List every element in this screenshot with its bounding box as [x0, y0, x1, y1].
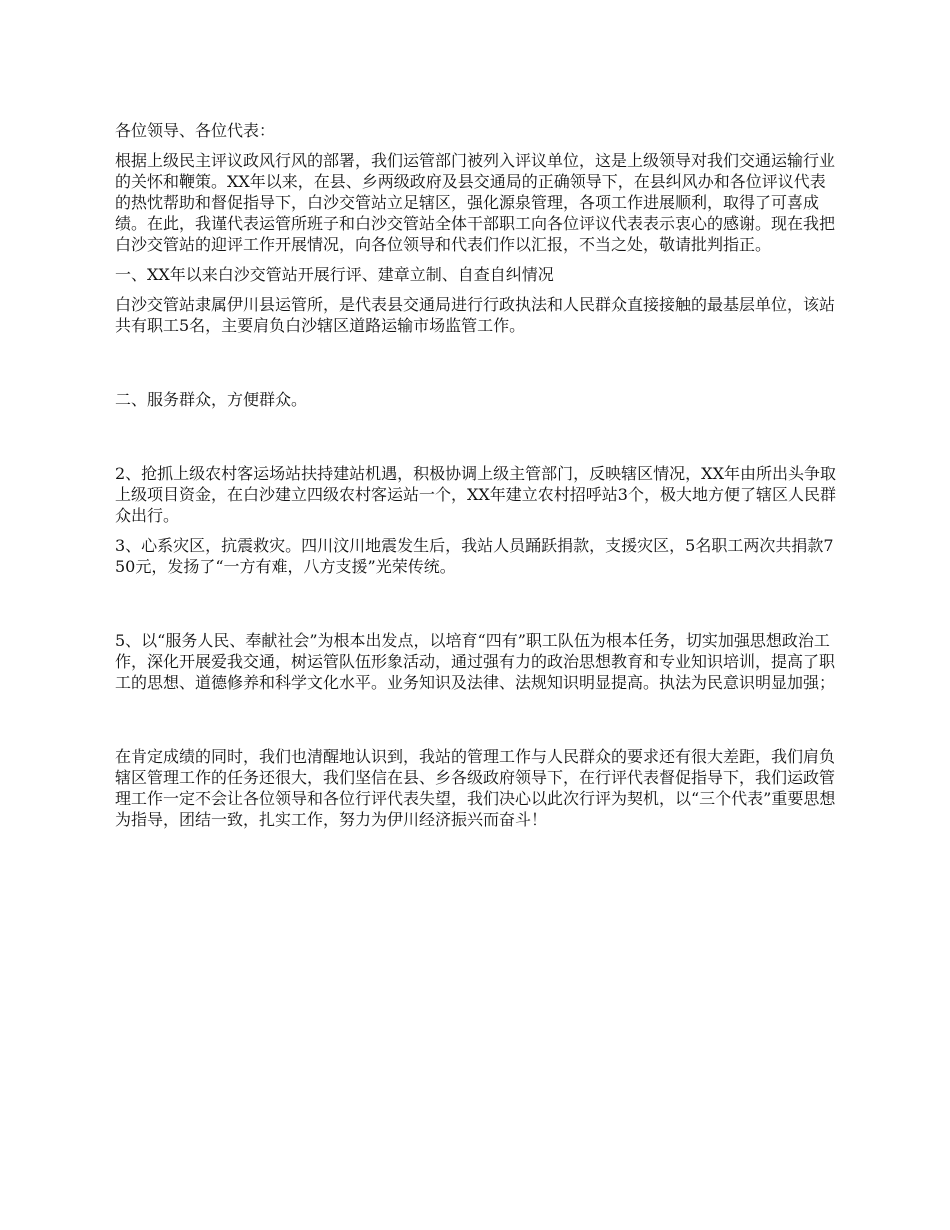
list-item-2: 2、抢抓上级农村客运场站扶持建站机遇，积极协调上级主管部门，反映辖区情况，XX年由所出头争取上级项目资金，在白沙建立四级农村客运站一个，XX年建立农村招呼站3个，极大地方便了辖区人民群众出行。: [115, 464, 836, 525]
list-item-3: 3、心系灾区，抗震救灾。四川汶川地震发生后，我站人员踊跃捐款，支援灾区，5名职工两次共捐款750元，发扬了“一方有难，八方支援”光荣传统。: [115, 536, 834, 576]
section-heading-1: 一、XX年以来白沙交管站开展行评、建章立制、自查自纠情况: [115, 265, 554, 284]
section-heading-2: 二、服务群众，方便群众。: [115, 390, 308, 409]
salutation: 各位领导、各位代表：: [115, 121, 276, 140]
list-item-5: 5、以“服务人民、奉献社会”为根本出发点，以培育“四有”职工队伍为根本任务，切实加强思想政治工作，深化开展爱我交通，树运管队伍形象活动，通过强有力的政治思想教育和专业知识培训，提高了职工的思想、道德修养和科学文化水平。业务知识及法律、法规知识明显提高。执法为民意识明显加强；: [115, 631, 836, 692]
intro-paragraph: 根据上级民主评议政风行风的部署，我们运管部门被列入评议单位，这是上级领导对我们交通运输行业的关怀和鞭策。XX年以来，在县、乡两级政府及县交通局的正确领导下，在县纠风办和各位评议代表的热忱帮助和督促指导下，白沙交管站立足辖区，强化源泉管理，各项工作进展顺利，取得了可喜成绩。在此，我谨代表运管所班子和白沙交管站全体干部职工向各位评议代表表示衷心的感谢。现在我把白沙交管站的迎评工作开展情况，向各位领导和代表们作以汇报，不当之处，敬请批判指正。: [115, 151, 836, 254]
conclusion-paragraph: 在肯定成绩的同时，我们也清醒地认识到，我站的管理工作与人民群众的要求还有很大差距，我们肩负辖区管理工作的任务还很大，我们坚信在县、乡各级政府领导下，在行评代表督促指导下，我们运政管理工作一定不会让各位领导和各位行评代表失望，我们决心以此次行评为契机，以“三个代表”重要思想为指导，团结一致，扎实工作，努力为伊川经济振兴而奋斗！: [115, 747, 836, 829]
station-info-paragraph: 白沙交管站隶属伊川县运管所，是代表县交通局进行行政执法和人民群众直接接触的最基层单位，该站共有职工5名，主要肩负白沙辖区道路运输市场监管工作。: [115, 295, 836, 335]
document-body: [115, 120, 840, 830]
